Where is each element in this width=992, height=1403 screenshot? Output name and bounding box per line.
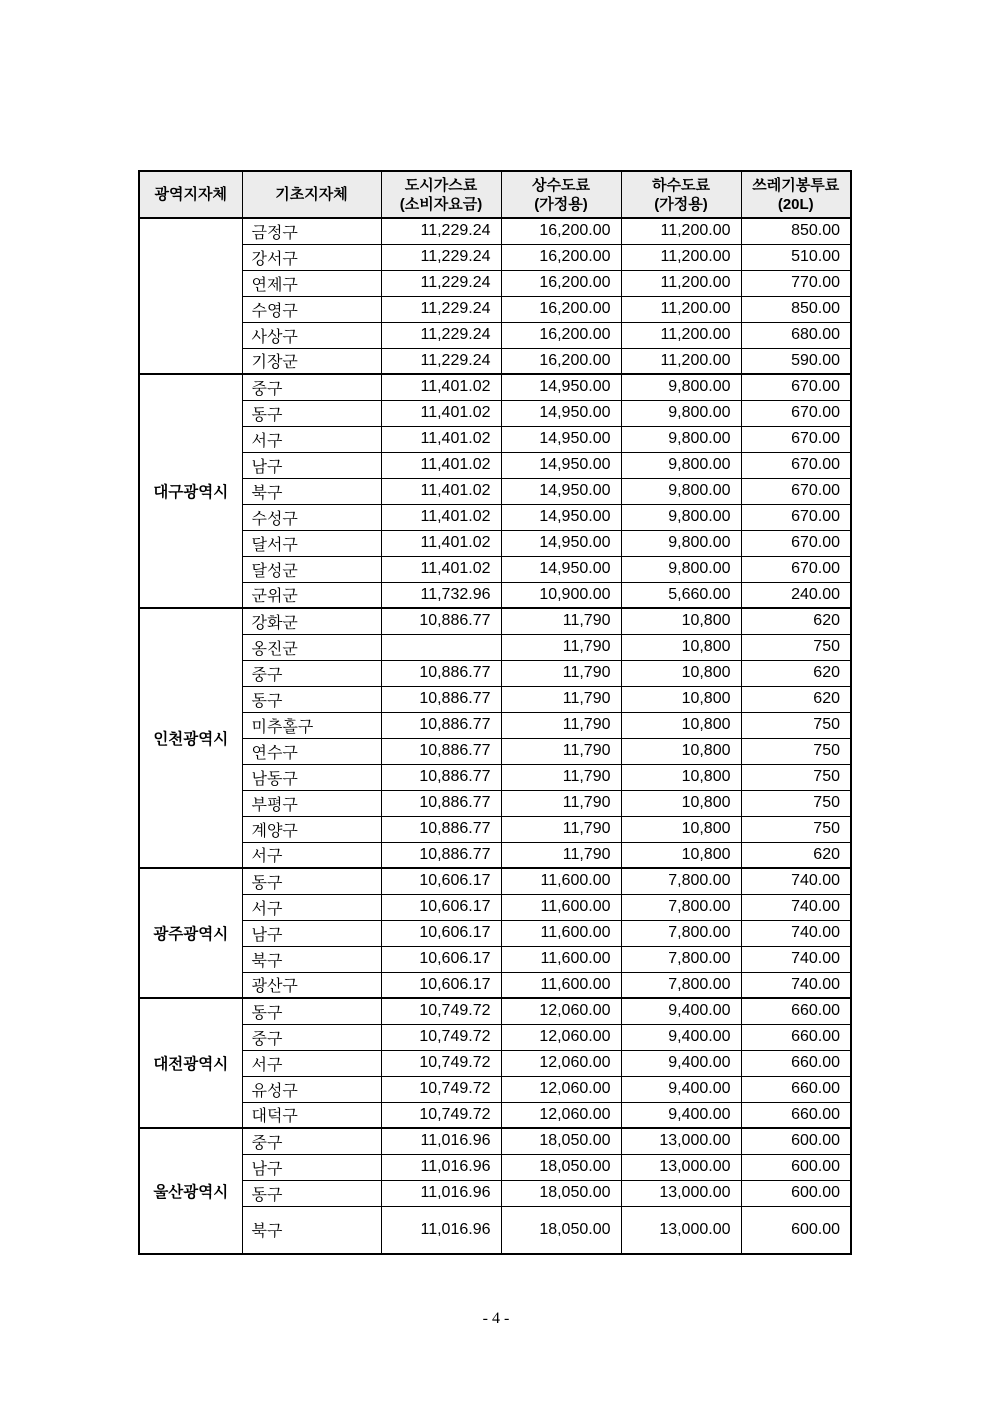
garbage-bag-fee-cell: 670.00	[741, 530, 851, 556]
header-line: 도시가스료	[404, 176, 478, 194]
sewage-fee-cell: 10,800	[621, 764, 741, 790]
district-name-cell: 중구	[242, 660, 381, 686]
table-row	[139, 348, 851, 374]
district-name-cell: 달성군	[242, 556, 381, 582]
city-gas-fee-cell: 10,886.77	[381, 608, 501, 634]
header-subline: (가정용)	[654, 195, 708, 213]
water-fee-cell: 16,200.00	[501, 322, 621, 348]
sewage-fee-cell: 10,800	[621, 660, 741, 686]
garbage-bag-fee-cell: 750	[741, 790, 851, 816]
table-row	[139, 738, 851, 764]
garbage-bag-fee-cell: 850.00	[741, 296, 851, 322]
city-gas-fee-cell: 10,606.17	[381, 894, 501, 920]
water-fee-cell: 14,950.00	[501, 374, 621, 400]
sewage-fee-cell: 7,800.00	[621, 946, 741, 972]
sewage-fee-cell: 7,800.00	[621, 920, 741, 946]
sewage-fee-cell: 9,400.00	[621, 1024, 741, 1050]
water-fee-cell: 18,050.00	[501, 1206, 621, 1254]
sewage-fee-cell: 9,400.00	[621, 998, 741, 1024]
water-fee-cell: 11,790	[501, 712, 621, 738]
table-row	[139, 1206, 851, 1254]
sewage-fee-cell: 11,200.00	[621, 218, 741, 244]
district-name-cell: 서구	[242, 426, 381, 452]
table-row	[139, 1180, 851, 1206]
table-row	[139, 296, 851, 322]
page-number: - 4 -	[482, 1310, 510, 1327]
sewage-fee-cell: 13,000.00	[621, 1154, 741, 1180]
water-fee-cell: 18,050.00	[501, 1128, 621, 1154]
col-header-sewage-fee	[621, 171, 741, 218]
header-line: 상수도료	[532, 176, 590, 194]
header-subline: (가정용)	[534, 195, 588, 213]
header-line: 기초지자체	[275, 186, 348, 203]
garbage-bag-fee-cell: 750	[741, 764, 851, 790]
city-gas-fee-cell: 11,229.24	[381, 244, 501, 270]
table-row	[139, 218, 851, 244]
garbage-bag-fee-cell: 750	[741, 712, 851, 738]
header-subline: (20L)	[777, 195, 814, 213]
sewage-fee-cell: 5,660.00	[621, 582, 741, 608]
header-line: 하수도료	[652, 176, 710, 194]
water-fee-cell: 11,600.00	[501, 868, 621, 894]
garbage-bag-fee-cell: 750	[741, 738, 851, 764]
garbage-bag-fee-cell: 740.00	[741, 868, 851, 894]
district-name-cell: 기장군	[242, 348, 381, 374]
water-fee-cell: 16,200.00	[501, 244, 621, 270]
col-header-city-gas-fee	[381, 171, 501, 218]
garbage-bag-fee-cell: 590.00	[741, 348, 851, 374]
city-gas-fee-cell: 11,016.96	[381, 1206, 501, 1254]
water-fee-cell: 12,060.00	[501, 1076, 621, 1102]
district-name-cell: 동구	[242, 998, 381, 1024]
sewage-fee-cell: 10,800	[621, 790, 741, 816]
city-gas-fee-cell: 10,749.72	[381, 1076, 501, 1102]
table-row	[139, 1050, 851, 1076]
district-name-cell: 서구	[242, 842, 381, 868]
garbage-bag-fee-cell: 670.00	[741, 400, 851, 426]
district-name-cell: 북구	[242, 1206, 381, 1254]
garbage-bag-fee-cell: 660.00	[741, 1076, 851, 1102]
table-row	[139, 504, 851, 530]
district-name-cell: 중구	[242, 1024, 381, 1050]
sewage-fee-cell: 9,800.00	[621, 556, 741, 582]
district-name-cell: 서구	[242, 894, 381, 920]
city-gas-fee-cell: 10,886.77	[381, 842, 501, 868]
water-fee-cell: 16,200.00	[501, 348, 621, 374]
district-name-cell: 남동구	[242, 764, 381, 790]
garbage-bag-fee-cell: 740.00	[741, 920, 851, 946]
table-row	[139, 868, 851, 894]
city-gas-fee-cell: 10,886.77	[381, 686, 501, 712]
garbage-bag-fee-cell: 600.00	[741, 1206, 851, 1254]
table-row	[139, 790, 851, 816]
water-fee-cell: 14,950.00	[501, 426, 621, 452]
water-fee-cell: 11,790	[501, 790, 621, 816]
table-row	[139, 764, 851, 790]
city-gas-fee-cell: 11,401.02	[381, 478, 501, 504]
city-gas-fee-cell: 11,401.02	[381, 452, 501, 478]
water-fee-cell: 18,050.00	[501, 1180, 621, 1206]
city-gas-fee-cell: 11,401.02	[381, 556, 501, 582]
garbage-bag-fee-cell: 620	[741, 608, 851, 634]
district-name-cell: 광산구	[242, 972, 381, 998]
city-gas-fee-cell: 10,886.77	[381, 660, 501, 686]
district-name-cell: 대덕구	[242, 1102, 381, 1128]
sewage-fee-cell: 9,800.00	[621, 478, 741, 504]
sewage-fee-cell: 9,800.00	[621, 530, 741, 556]
water-fee-cell: 11,790	[501, 842, 621, 868]
city-gas-fee-cell: 11,016.96	[381, 1180, 501, 1206]
sewage-fee-cell: 10,800	[621, 712, 741, 738]
table-row	[139, 582, 851, 608]
header-line: 쓰레기봉투료	[752, 176, 840, 194]
col-header-metro-government	[139, 171, 242, 218]
water-fee-cell: 10,900.00	[501, 582, 621, 608]
water-fee-cell: 16,200.00	[501, 218, 621, 244]
table-row	[139, 452, 851, 478]
water-fee-cell: 14,950.00	[501, 530, 621, 556]
water-fee-cell: 14,950.00	[501, 478, 621, 504]
water-fee-cell: 11,600.00	[501, 946, 621, 972]
garbage-bag-fee-cell: 750	[741, 634, 851, 660]
garbage-bag-fee-cell: 680.00	[741, 322, 851, 348]
table-row	[139, 1076, 851, 1102]
metro-government-cell: 대구광역시	[139, 374, 242, 608]
sewage-fee-cell: 10,800	[621, 686, 741, 712]
sewage-fee-cell: 13,000.00	[621, 1206, 741, 1254]
district-name-cell: 부평구	[242, 790, 381, 816]
garbage-bag-fee-cell: 620	[741, 842, 851, 868]
garbage-bag-fee-cell: 740.00	[741, 894, 851, 920]
district-name-cell: 계양구	[242, 816, 381, 842]
sewage-fee-cell: 7,800.00	[621, 868, 741, 894]
district-name-cell: 군위군	[242, 582, 381, 608]
city-gas-fee-cell: 11,229.24	[381, 296, 501, 322]
city-gas-fee-cell: 10,749.72	[381, 1050, 501, 1076]
district-name-cell: 남구	[242, 1154, 381, 1180]
water-fee-cell: 12,060.00	[501, 1050, 621, 1076]
table-row	[139, 660, 851, 686]
table-row	[139, 426, 851, 452]
district-name-cell: 수영구	[242, 296, 381, 322]
water-fee-cell: 18,050.00	[501, 1154, 621, 1180]
table-header-row	[139, 171, 851, 218]
metro-government-cell: 울산광역시	[139, 1128, 242, 1254]
district-name-cell: 연수구	[242, 738, 381, 764]
district-name-cell: 옹진군	[242, 634, 381, 660]
water-fee-cell: 11,790	[501, 686, 621, 712]
water-fee-cell: 11,790	[501, 738, 621, 764]
table-row	[139, 1102, 851, 1128]
city-gas-fee-cell: 10,606.17	[381, 972, 501, 998]
garbage-bag-fee-cell: 670.00	[741, 504, 851, 530]
sewage-fee-cell: 11,200.00	[621, 296, 741, 322]
garbage-bag-fee-cell: 510.00	[741, 244, 851, 270]
water-fee-cell: 14,950.00	[501, 504, 621, 530]
water-fee-cell: 11,600.00	[501, 972, 621, 998]
table-row	[139, 608, 851, 634]
district-name-cell: 강서구	[242, 244, 381, 270]
water-fee-cell: 11,790	[501, 660, 621, 686]
water-fee-cell: 12,060.00	[501, 1102, 621, 1128]
city-gas-fee-cell: 11,401.02	[381, 530, 501, 556]
city-gas-fee-cell: 10,886.77	[381, 738, 501, 764]
city-gas-fee-cell: 11,229.24	[381, 322, 501, 348]
sewage-fee-cell: 10,800	[621, 634, 741, 660]
garbage-bag-fee-cell: 740.00	[741, 946, 851, 972]
water-fee-cell: 11,600.00	[501, 920, 621, 946]
city-gas-fee-cell: 11,401.02	[381, 400, 501, 426]
city-gas-fee-cell: 10,749.72	[381, 998, 501, 1024]
table-row	[139, 894, 851, 920]
fee-table-container	[138, 170, 852, 1255]
sewage-fee-cell: 9,800.00	[621, 374, 741, 400]
garbage-bag-fee-cell: 750	[741, 816, 851, 842]
district-name-cell: 연제구	[242, 270, 381, 296]
garbage-bag-fee-cell: 670.00	[741, 426, 851, 452]
city-gas-fee-cell: 11,732.96	[381, 582, 501, 608]
district-name-cell: 남구	[242, 452, 381, 478]
utility-fee-table	[138, 170, 852, 1255]
metro-government-cell: 대전광역시	[139, 998, 242, 1128]
water-fee-cell: 11,790	[501, 816, 621, 842]
sewage-fee-cell: 11,200.00	[621, 244, 741, 270]
sewage-fee-cell: 10,800	[621, 842, 741, 868]
district-name-cell: 사상구	[242, 322, 381, 348]
sewage-fee-cell: 9,400.00	[621, 1076, 741, 1102]
district-name-cell: 동구	[242, 686, 381, 712]
garbage-bag-fee-cell: 660.00	[741, 1024, 851, 1050]
city-gas-fee-cell: 10,886.77	[381, 764, 501, 790]
district-name-cell: 금정구	[242, 218, 381, 244]
garbage-bag-fee-cell: 600.00	[741, 1128, 851, 1154]
metro-government-cell: 인천광역시	[139, 608, 242, 868]
district-name-cell: 달서구	[242, 530, 381, 556]
city-gas-fee-cell: 11,229.24	[381, 218, 501, 244]
water-fee-cell: 11,790	[501, 634, 621, 660]
city-gas-fee-cell: 11,401.02	[381, 374, 501, 400]
water-fee-cell: 11,790	[501, 608, 621, 634]
garbage-bag-fee-cell: 670.00	[741, 452, 851, 478]
garbage-bag-fee-cell: 660.00	[741, 1050, 851, 1076]
city-gas-fee-cell: 11,016.96	[381, 1154, 501, 1180]
water-fee-cell: 16,200.00	[501, 270, 621, 296]
col-header-basic-government	[242, 171, 381, 218]
garbage-bag-fee-cell: 670.00	[741, 556, 851, 582]
city-gas-fee-cell: 10,749.72	[381, 1024, 501, 1050]
garbage-bag-fee-cell: 670.00	[741, 478, 851, 504]
sewage-fee-cell: 9,400.00	[621, 1050, 741, 1076]
table-row	[139, 322, 851, 348]
district-name-cell: 유성구	[242, 1076, 381, 1102]
metro-government-cell	[139, 218, 242, 374]
table-row	[139, 998, 851, 1024]
sewage-fee-cell: 13,000.00	[621, 1180, 741, 1206]
city-gas-fee-cell: 10,749.72	[381, 1102, 501, 1128]
district-name-cell: 동구	[242, 868, 381, 894]
sewage-fee-cell: 7,800.00	[621, 972, 741, 998]
sewage-fee-cell: 10,800	[621, 738, 741, 764]
table-row	[139, 400, 851, 426]
district-name-cell: 중구	[242, 374, 381, 400]
header-line: 광역지자체	[154, 186, 227, 203]
city-gas-fee-cell: 10,606.17	[381, 946, 501, 972]
table-row	[139, 1024, 851, 1050]
garbage-bag-fee-cell: 660.00	[741, 1102, 851, 1128]
table-row	[139, 972, 851, 998]
district-name-cell: 동구	[242, 1180, 381, 1206]
water-fee-cell: 12,060.00	[501, 998, 621, 1024]
sewage-fee-cell: 9,800.00	[621, 400, 741, 426]
garbage-bag-fee-cell: 660.00	[741, 998, 851, 1024]
water-fee-cell: 14,950.00	[501, 556, 621, 582]
header-subline: (소비자요금)	[399, 195, 483, 213]
sewage-fee-cell: 13,000.00	[621, 1128, 741, 1154]
garbage-bag-fee-cell: 770.00	[741, 270, 851, 296]
garbage-bag-fee-cell: 600.00	[741, 1154, 851, 1180]
district-name-cell: 강화군	[242, 608, 381, 634]
sewage-fee-cell: 10,800	[621, 608, 741, 634]
sewage-fee-cell: 7,800.00	[621, 894, 741, 920]
district-name-cell: 북구	[242, 478, 381, 504]
water-fee-cell: 14,950.00	[501, 452, 621, 478]
table-row	[139, 842, 851, 868]
table-row	[139, 556, 851, 582]
city-gas-fee-cell: 11,016.96	[381, 1128, 501, 1154]
table-row	[139, 920, 851, 946]
water-fee-cell: 16,200.00	[501, 296, 621, 322]
col-header-water-fee	[501, 171, 621, 218]
city-gas-fee-cell: 11,229.24	[381, 270, 501, 296]
sewage-fee-cell: 11,200.00	[621, 348, 741, 374]
table-row	[139, 1154, 851, 1180]
city-gas-fee-cell: 10,886.77	[381, 712, 501, 738]
table-row	[139, 712, 851, 738]
city-gas-fee-cell: 10,886.77	[381, 790, 501, 816]
garbage-bag-fee-cell: 850.00	[741, 218, 851, 244]
table-row	[139, 270, 851, 296]
city-gas-fee-cell: 10,606.17	[381, 920, 501, 946]
sewage-fee-cell: 10,800	[621, 816, 741, 842]
district-name-cell: 서구	[242, 1050, 381, 1076]
table-row	[139, 1128, 851, 1154]
sewage-fee-cell: 9,800.00	[621, 452, 741, 478]
garbage-bag-fee-cell: 620	[741, 660, 851, 686]
water-fee-cell: 11,790	[501, 764, 621, 790]
table-row	[139, 816, 851, 842]
table-body	[139, 218, 851, 1254]
district-name-cell: 동구	[242, 400, 381, 426]
table-row	[139, 530, 851, 556]
garbage-bag-fee-cell: 670.00	[741, 374, 851, 400]
metro-government-cell: 광주광역시	[139, 868, 242, 998]
sewage-fee-cell: 9,800.00	[621, 504, 741, 530]
city-gas-fee-cell	[381, 634, 501, 660]
table-row	[139, 244, 851, 270]
table-row	[139, 686, 851, 712]
garbage-bag-fee-cell: 240.00	[741, 582, 851, 608]
city-gas-fee-cell: 11,401.02	[381, 504, 501, 530]
col-header-garbage-bag-fee	[741, 171, 851, 218]
table-row	[139, 946, 851, 972]
district-name-cell: 북구	[242, 946, 381, 972]
water-fee-cell: 14,950.00	[501, 400, 621, 426]
district-name-cell: 미추홀구	[242, 712, 381, 738]
city-gas-fee-cell: 11,229.24	[381, 348, 501, 374]
city-gas-fee-cell: 10,886.77	[381, 816, 501, 842]
sewage-fee-cell: 11,200.00	[621, 270, 741, 296]
sewage-fee-cell: 9,400.00	[621, 1102, 741, 1128]
table-row	[139, 634, 851, 660]
water-fee-cell: 11,600.00	[501, 894, 621, 920]
table-row	[139, 374, 851, 400]
sewage-fee-cell: 9,800.00	[621, 426, 741, 452]
table-row	[139, 478, 851, 504]
garbage-bag-fee-cell: 620	[741, 686, 851, 712]
garbage-bag-fee-cell: 740.00	[741, 972, 851, 998]
district-name-cell: 수성구	[242, 504, 381, 530]
district-name-cell: 남구	[242, 920, 381, 946]
city-gas-fee-cell: 10,606.17	[381, 868, 501, 894]
district-name-cell: 중구	[242, 1128, 381, 1154]
city-gas-fee-cell: 11,401.02	[381, 426, 501, 452]
garbage-bag-fee-cell: 600.00	[741, 1180, 851, 1206]
sewage-fee-cell: 11,200.00	[621, 322, 741, 348]
water-fee-cell: 12,060.00	[501, 1024, 621, 1050]
